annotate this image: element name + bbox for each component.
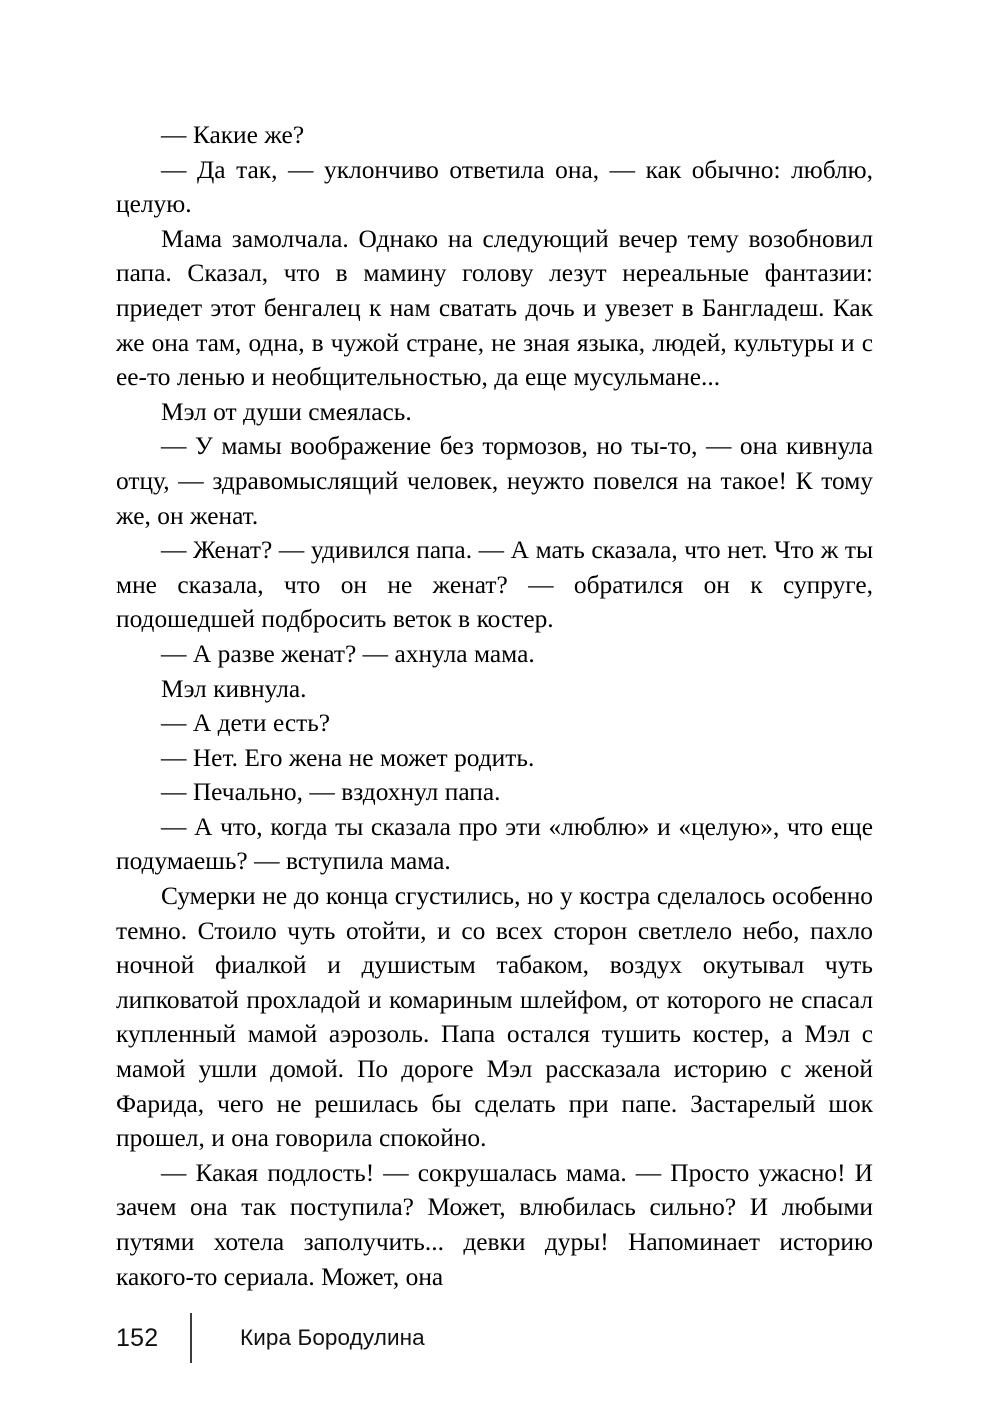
paragraph: Сумерки не до конца сгустились, но у костра сделалось особенно темно. Стоило чуть отойти, и со всех сторон светлело небо, пахло ночной фиалкой и душистым табаком, воздух окутывал чуть липковатой прохладой и комариным шлейфом, от которого не спасал купленный мамой аэрозоль. Папа остался тушить костер, а Мэл с мамой ушли домой. По дороге Мэл рассказала историю с женой Фарида, чего не решилась бы сделать при папе. Застарелый шок прошел, и она говорила спокойно.: [116, 882, 873, 1153]
paragraph: — Да так, — уклончиво ответила она, — как обычно: люблю, целую.: [116, 155, 873, 219]
paragraph: — А дети есть?: [161, 709, 331, 738]
paragraph: — Какие же?: [161, 121, 305, 149]
paragraph: Мама замолчала. Однако на следующий вечер тему возобновил папа. Сказал, что в мамину голову лезут нереальные фантазии: приедет этот бенгалец к нам сватать дочь и увезет в Бангладеш. Как же она там, одна, в чужой стране, не зная языка, людей, культуры и с ее-то ленью и необщительностью, да еще мусульмане...: [116, 224, 873, 392]
paragraph: Мэл кивнула.: [161, 674, 307, 703]
paragraph: — Женат? — удивился папа. — А мать сказала, что нет. Что ж ты мне сказала, что он не женат? — обратился он к супруге, подошедшей подбросить веток в костер.: [116, 536, 873, 634]
paragraph: — Печально, — вздохнул папа.: [161, 778, 501, 807]
page-number: 152: [116, 1323, 159, 1352]
paragraph: — А разве женат? — ахнула мама.: [161, 639, 535, 668]
footer-divider: [190, 1313, 192, 1363]
paragraph: — Какая подлость! — сокрушалась мама. — Просто ужасно! И зачем она так поступила? Может, влюбилась сильно? И любыми путями хотела заполучить... девки дуры! Напоминает историю какого-то сериала. Может, она: [116, 1158, 873, 1291]
paragraph: Мэл от души смеялась.: [161, 397, 412, 426]
body-text-column: [116, 118, 873, 1294]
paragraph: — Нет. Его жена не может родить.: [161, 743, 535, 772]
paragraph: — А что, когда ты сказала про эти «люблю» и «целую», что еще подумаешь? — вступила мама.: [116, 812, 873, 876]
paragraph: — У мамы воображение без тормозов, но ты-то, — она кивнула отцу, — здравомыслящий человек, неужто повелся на такое! К тому же, он женат.: [116, 432, 873, 530]
running-head-author: Кира Бородулина: [240, 1324, 425, 1350]
page-footer: [116, 1310, 876, 1366]
